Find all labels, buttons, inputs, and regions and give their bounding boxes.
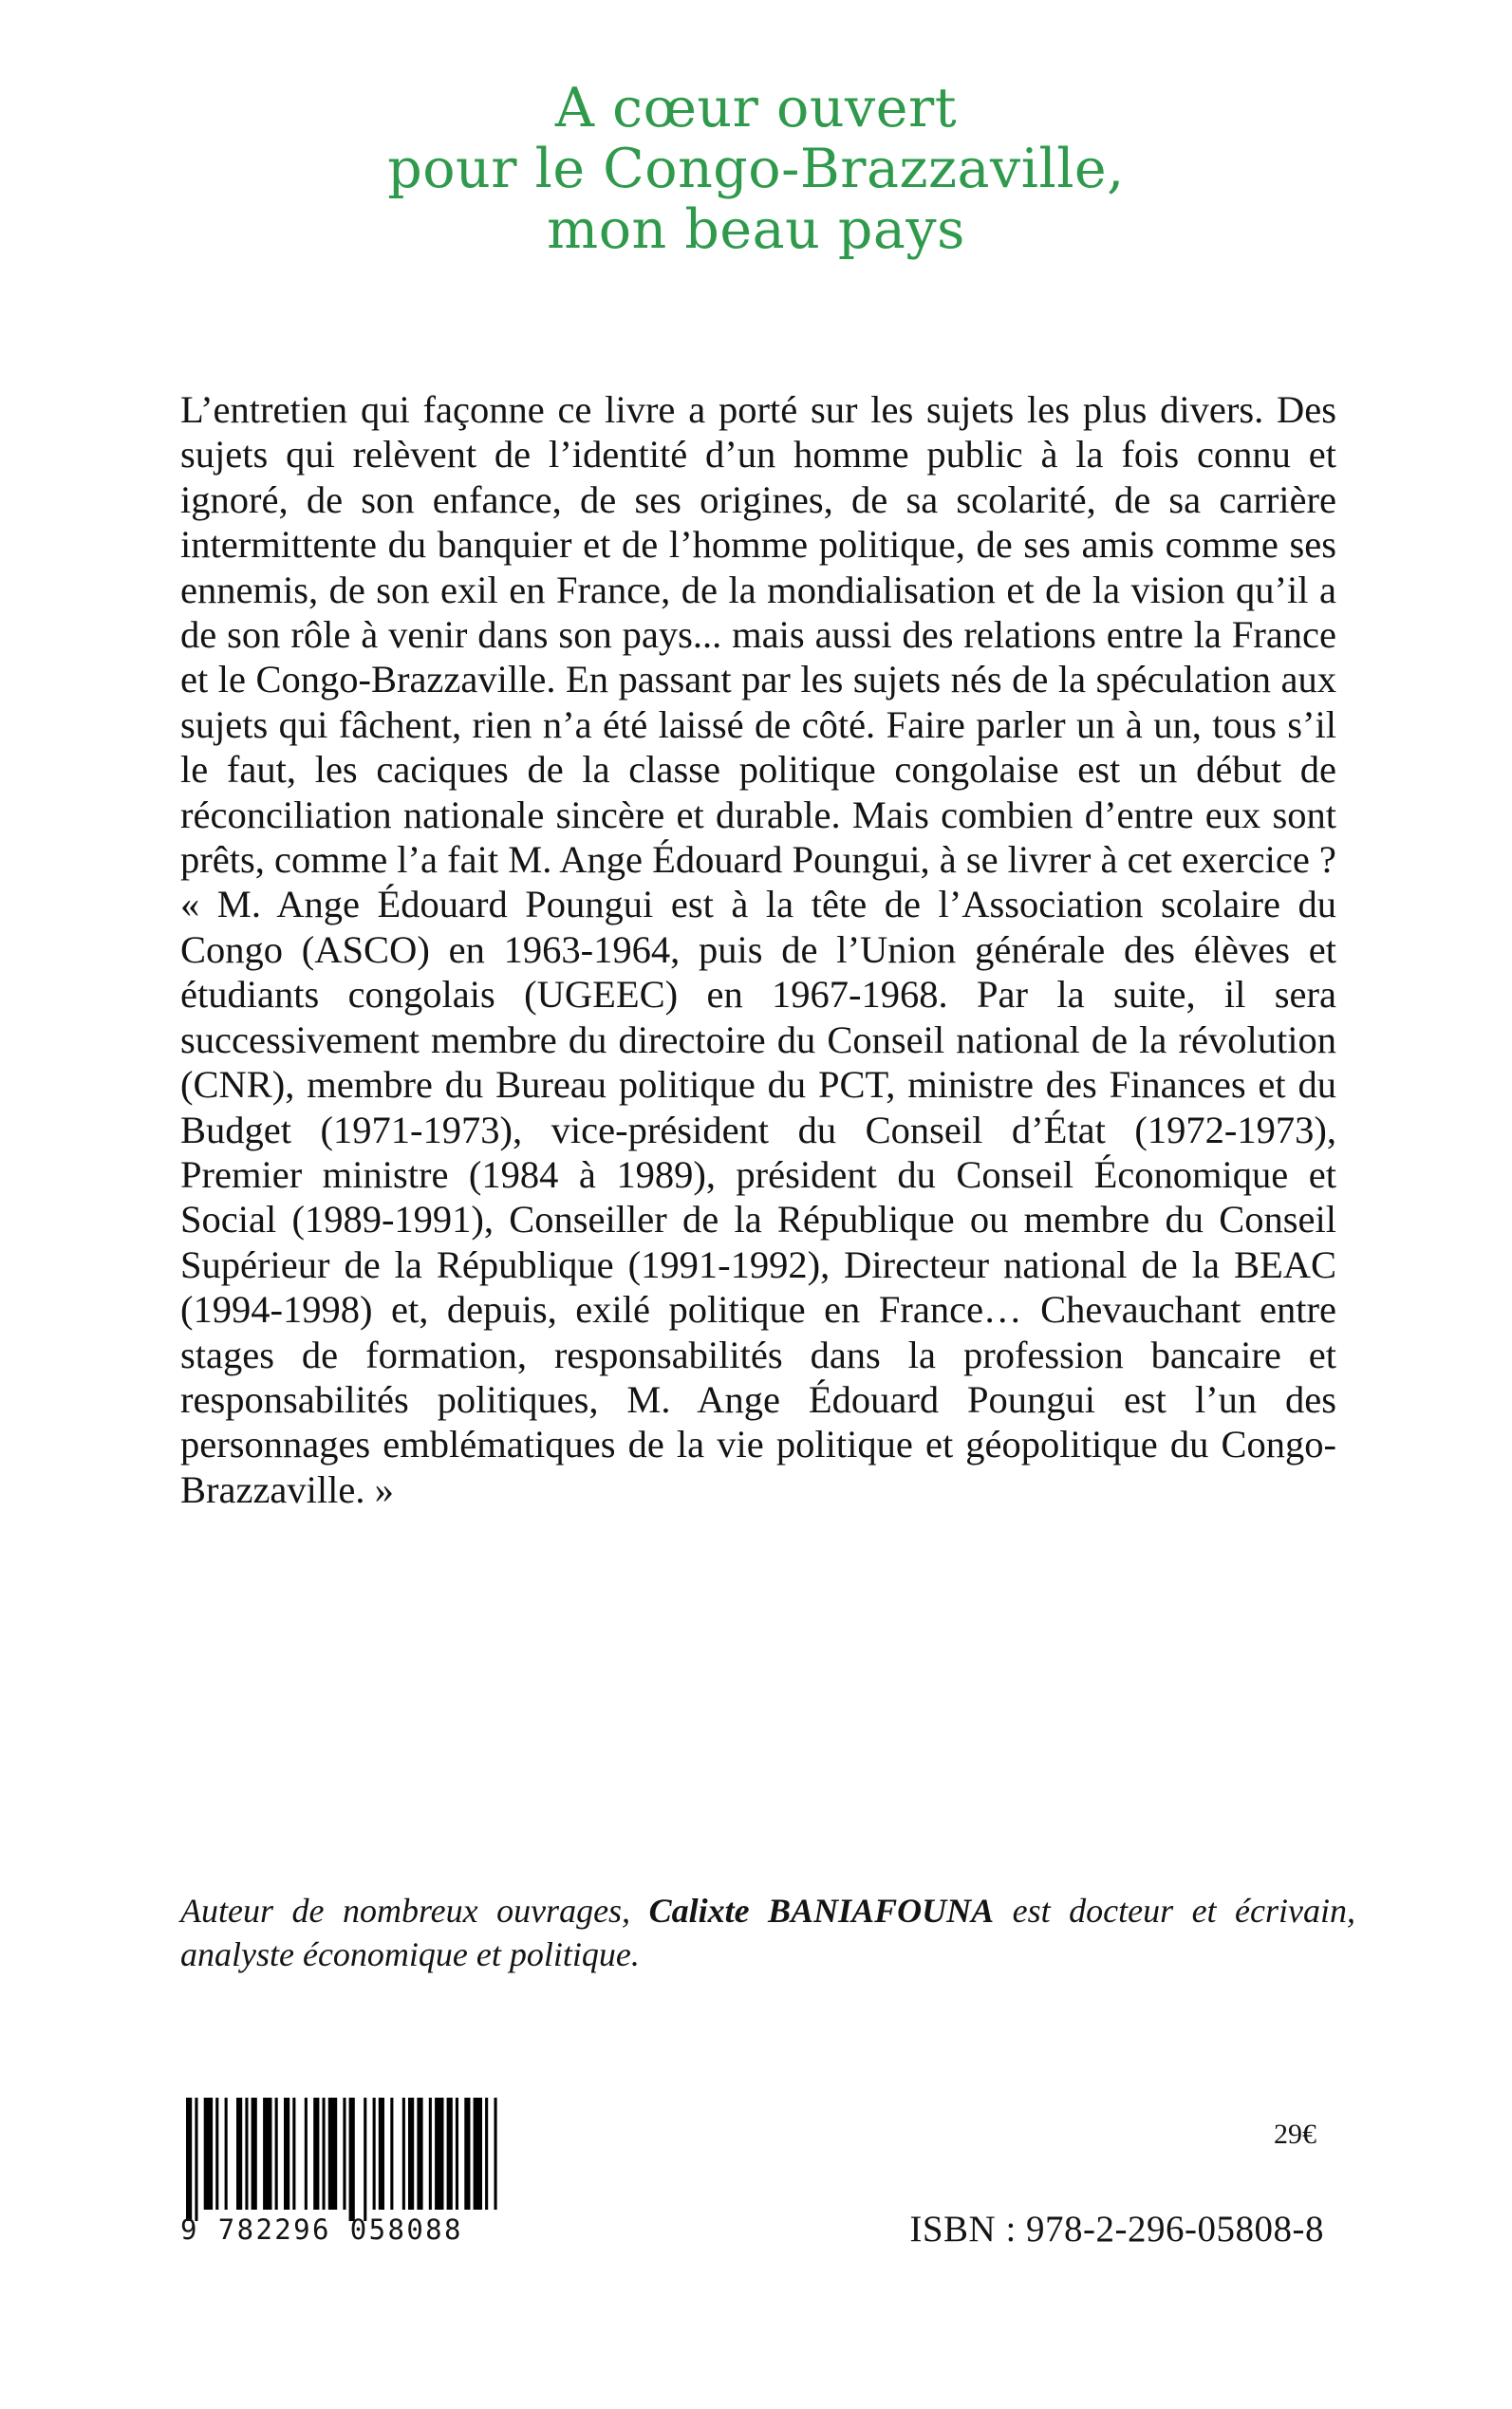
blurb-paragraph-2: « M. Ange Édouard Poungui est à la tête de l’Association scolaire du Congo (ASCO) en 1963-1964, puis de l’Union générale des élèves et étudiants congolais (UGEEC) en 1967-1968. Par la suite, il sera successivement membre du directoire du Conseil national de la révolution (CNR), membre du Bureau politique du PCT, ministre des Finances et du Budget (1971-1973), vice-président du Conseil d’État (1972-1973), Premier ministre (1984 à 1989), président du Conseil Économique et Social (1989-1991), Conseiller de la République ou membre du Conseil Supérieur de la République (1991-1992), Directeur national de la BEAC (1994-1998) et, depuis, exilé politique en France… Chevauchant entre stages de formation, responsabilités dans la profession bancaire et responsabilités politiques, M. Ange Édouard Poungui est l’un des personnages emblématiques de la vie politique et géopolitique du Congo-Brazzaville. » [180, 883, 1336, 1511]
barcode-bar [292, 2098, 295, 2210]
barcode-bar [225, 2098, 228, 2210]
barcode-bar [305, 2098, 308, 2210]
barcode-bar [495, 2098, 497, 2210]
barcode-bar [204, 2098, 213, 2210]
barcode-bar [323, 2098, 326, 2210]
barcode-bar [284, 2098, 289, 2210]
author-bio-suffix: est docteur et écrivain, analyste économique et politique. [180, 1892, 1356, 1973]
title-line-2: pour le Congo-Brazzaville, [387, 138, 1125, 200]
barcode-bar [474, 2098, 482, 2210]
barcode-bar [328, 2098, 337, 2210]
barcode-bar [417, 2098, 422, 2210]
barcode-bar [379, 2098, 384, 2210]
book-title [0, 78, 1512, 260]
blurb-paragraph-1: L’entretien qui façonne ce livre a porté sur les sujets les plus divers. Des sujets qui relèvent de l’identité d’un homme public à la fois connu et ignoré, de son enfance, de ses origines, de sa scolarité, de sa carrière intermittente du banquier et de l’homme politique, de ses amis comme ses ennemis, de son exil en France, de la mondialisation et de la vision qu’il a de son rôle à venir dans son pays... mais aussi des relations entre la France et le Congo-Brazzaville. En passant par les sujets nés de la spéculation aux sujets qui fâchent, rien n’a été laissé de côté. Faire parler un à un, tous s’il le faut, les caciques de la classe politique congolaise est un début de réconciliation nationale sincère et durable. Mais combien d’entre eux sont prêts, comme l’a fait M. Ange Édouard Poungui, à se livrer à cet exercice ? [180, 388, 1336, 882]
barcode-bar [429, 2098, 432, 2210]
barcode-bar [263, 2098, 271, 2210]
isbn: ISBN : 978-2-296-05808-8 [909, 2209, 1324, 2250]
barcode-bar [447, 2098, 453, 2210]
barcode-bar [236, 2098, 242, 2210]
author-bio [180, 1889, 1355, 1976]
barcode-bar [313, 2098, 319, 2210]
barcode-bar [485, 2098, 488, 2210]
price: 29€ [1274, 2119, 1316, 2150]
author-bio-prefix: Auteur de nombreux ouvrages, [180, 1892, 631, 1930]
barcode-bar [464, 2098, 470, 2210]
barcode-bar [402, 2098, 405, 2210]
author-name: Calixte BANIAFOUNA [648, 1892, 995, 1930]
barcode-bar [349, 2098, 355, 2221]
barcode-bar [215, 2098, 218, 2210]
barcode-bar [373, 2098, 376, 2210]
blurb-text [180, 387, 1336, 1512]
barcode-bar [364, 2098, 366, 2221]
barcode [180, 2098, 505, 2221]
barcode-bar [456, 2098, 458, 2210]
barcode-bar [186, 2098, 192, 2221]
title-line-1: A cœur ouvert [554, 77, 958, 140]
barcode-bar [245, 2098, 248, 2210]
barcode-bar [408, 2098, 414, 2210]
barcode-bar [252, 2098, 257, 2210]
barcode-bar [195, 2098, 197, 2221]
barcode-bar [275, 2098, 278, 2210]
title-line-3: mon beau pays [547, 198, 965, 261]
barcode-bar [390, 2098, 393, 2210]
barcode-bar [435, 2098, 443, 2210]
barcode-bar [343, 2098, 345, 2210]
barcode-digits: 9 782296 058088 [180, 2213, 463, 2246]
